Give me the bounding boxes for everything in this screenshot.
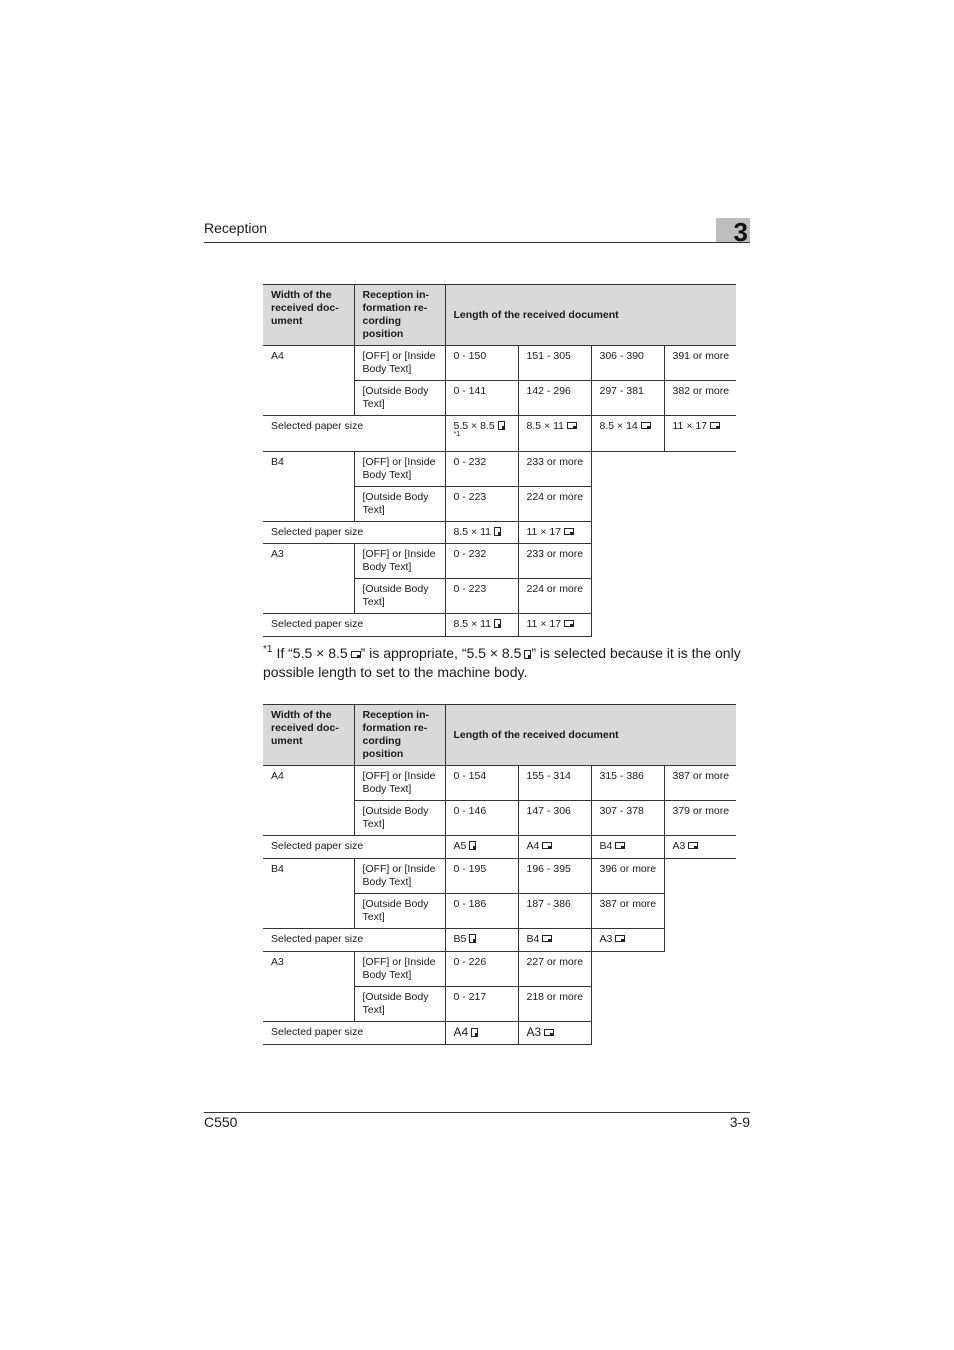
range-cell: 0 - 232 — [445, 452, 518, 487]
footer-model: C550 — [204, 1114, 238, 1130]
paper-size-cell: 8.5 × 14 — [591, 416, 664, 452]
paper-size-cell: A4 — [445, 1022, 518, 1045]
landscape-paper-icon — [544, 1029, 554, 1036]
paper-size-label: Selected paper size — [263, 836, 445, 859]
range-cell: 0 - 141 — [445, 381, 518, 416]
paper-size-cell: A5 — [445, 836, 518, 859]
footer-rule — [204, 1112, 750, 1113]
header-length: Length of the received document — [445, 285, 736, 346]
range-cell: 0 - 223 — [445, 579, 518, 614]
header-rule — [204, 242, 750, 243]
empty-cell — [591, 452, 736, 637]
range-cell: 0 - 226 — [445, 952, 518, 987]
paper-size-cell: B5 — [445, 929, 518, 952]
header-length: Length of the received document — [445, 705, 736, 766]
range-cell: 382 or more — [664, 381, 736, 416]
range-cell: 233 or more — [518, 544, 591, 579]
range-cell: 196 - 395 — [518, 859, 591, 894]
paper-size-cell: 11 × 17 — [518, 522, 591, 544]
range-cell: 387 or more — [664, 766, 736, 801]
paper-size-cell: 11 × 17 — [664, 416, 736, 452]
table-row — [263, 952, 736, 987]
paper-size-row — [263, 416, 736, 452]
range-cell: 0 - 232 — [445, 544, 518, 579]
portrait-paper-icon — [494, 619, 501, 628]
range-cell: 307 - 378 — [591, 801, 664, 836]
header-width: Width of the received doc-ument — [263, 285, 354, 346]
paper-size-label: Selected paper size — [263, 522, 445, 544]
footnote-ref: *1 — [453, 431, 461, 438]
paper-size-cell: 8.5 × 11 — [445, 522, 518, 544]
range-cell: 297 - 381 — [591, 381, 664, 416]
landscape-paper-icon — [564, 620, 574, 627]
position-cell: [OFF] or [Inside Body Text] — [354, 859, 445, 894]
width-cell: A3 — [263, 952, 354, 1022]
landscape-paper-icon — [542, 935, 552, 942]
table-header-row — [263, 285, 736, 346]
footnote-mark: *1 — [263, 644, 273, 655]
position-cell: [OFF] or [Inside Body Text] — [354, 544, 445, 579]
portrait-paper-icon — [524, 650, 531, 659]
paper-size-row — [263, 836, 736, 859]
range-cell: 306 - 390 — [591, 346, 664, 381]
paper-size-cell: A3 — [591, 929, 664, 952]
width-cell: A4 — [263, 346, 354, 416]
position-cell: [Outside Body Text] — [354, 487, 445, 522]
empty-cell — [591, 952, 736, 1045]
landscape-paper-icon — [615, 842, 625, 849]
range-cell: 151 - 305 — [518, 346, 591, 381]
running-header: Reception — [204, 220, 268, 236]
header-position: Reception in-formation re-cording position — [354, 705, 445, 766]
position-cell: [Outside Body Text] — [354, 987, 445, 1022]
landscape-paper-icon — [351, 651, 361, 658]
header-width: Width of the received doc-ument — [263, 705, 354, 766]
position-cell: [Outside Body Text] — [354, 381, 445, 416]
range-cell: 227 or more — [518, 952, 591, 987]
table-header-row — [263, 705, 736, 766]
paper-size-cell: 8.5 × 11 — [518, 416, 591, 452]
position-cell: [Outside Body Text] — [354, 801, 445, 836]
range-cell: 187 - 386 — [518, 894, 591, 929]
chapter-number: 3 — [733, 217, 748, 247]
header-position: Reception in-formation re-cording position — [354, 285, 445, 346]
range-cell: 0 - 150 — [445, 346, 518, 381]
range-cell: 147 - 306 — [518, 801, 591, 836]
position-cell: [OFF] or [Inside Body Text] — [354, 452, 445, 487]
portrait-paper-icon — [494, 527, 501, 536]
landscape-paper-icon — [567, 422, 577, 429]
range-cell: 224 or more — [518, 487, 591, 522]
empty-cell — [664, 859, 736, 952]
portrait-paper-icon — [469, 841, 476, 850]
position-cell: [Outside Body Text] — [354, 894, 445, 929]
table-row — [263, 346, 736, 381]
paper-size-cell: B4 — [518, 929, 591, 952]
range-cell: 218 or more — [518, 987, 591, 1022]
range-cell: 233 or more — [518, 452, 591, 487]
portrait-paper-icon — [469, 934, 476, 943]
width-cell: B4 — [263, 452, 354, 522]
range-cell: 0 - 154 — [445, 766, 518, 801]
position-cell: [OFF] or [Inside Body Text] — [354, 952, 445, 987]
page-number: 3-9 — [729, 1114, 750, 1130]
width-cell: A4 — [263, 766, 354, 836]
range-cell: 315 - 386 — [591, 766, 664, 801]
table-row — [263, 766, 736, 801]
portrait-paper-icon — [498, 421, 505, 430]
portrait-paper-icon — [471, 1028, 478, 1037]
landscape-paper-icon — [564, 528, 574, 535]
paper-size-cell: B4 — [591, 836, 664, 859]
chapter-badge — [716, 217, 750, 247]
paper-size-label: Selected paper size — [263, 929, 445, 952]
landscape-paper-icon — [688, 842, 698, 849]
paper-size-label: Selected paper size — [263, 416, 445, 452]
paper-size-cell: A3 — [518, 1022, 591, 1045]
range-cell: 0 - 146 — [445, 801, 518, 836]
width-cell: A3 — [263, 544, 354, 614]
landscape-paper-icon — [710, 422, 720, 429]
paper-size-cell: A4 — [518, 836, 591, 859]
range-cell: 0 - 195 — [445, 859, 518, 894]
paper-size-cell: 5.5 × 8.5 *1 — [445, 416, 518, 452]
landscape-paper-icon — [615, 935, 625, 942]
range-cell: 0 - 217 — [445, 987, 518, 1022]
landscape-paper-icon — [542, 842, 552, 849]
footnote: $^{*1}$ If “5.5 × 8.5 ” is appropriate, “5.5 × 8.5 ” is selected because it is the only possible length to set to the machine body. — [263, 644, 741, 680]
metric-size-table — [263, 704, 736, 1045]
paper-size-label: Selected paper size — [263, 1022, 445, 1045]
paper-size-cell: 8.5 × 11 — [445, 614, 518, 637]
position-cell: [Outside Body Text] — [354, 579, 445, 614]
table-row — [263, 859, 736, 894]
paper-size-label: Selected paper size — [263, 614, 445, 637]
position-cell: [OFF] or [Inside Body Text] — [354, 766, 445, 801]
width-cell: B4 — [263, 859, 354, 929]
range-cell: 391 or more — [664, 346, 736, 381]
landscape-paper-icon — [641, 422, 651, 429]
range-cell: 0 - 186 — [445, 894, 518, 929]
range-cell: 224 or more — [518, 579, 591, 614]
paper-size-cell: 11 × 17 — [518, 614, 591, 637]
position-cell: [OFF] or [Inside Body Text] — [354, 346, 445, 381]
range-cell: 387 or more — [591, 894, 664, 929]
table-row — [263, 452, 736, 487]
range-cell: 396 or more — [591, 859, 664, 894]
range-cell: 155 - 314 — [518, 766, 591, 801]
letter-size-table — [263, 284, 736, 637]
paper-size-cell: A3 — [664, 836, 736, 859]
range-cell: 0 - 223 — [445, 487, 518, 522]
range-cell: 379 or more — [664, 801, 736, 836]
range-cell: 142 - 296 — [518, 381, 591, 416]
